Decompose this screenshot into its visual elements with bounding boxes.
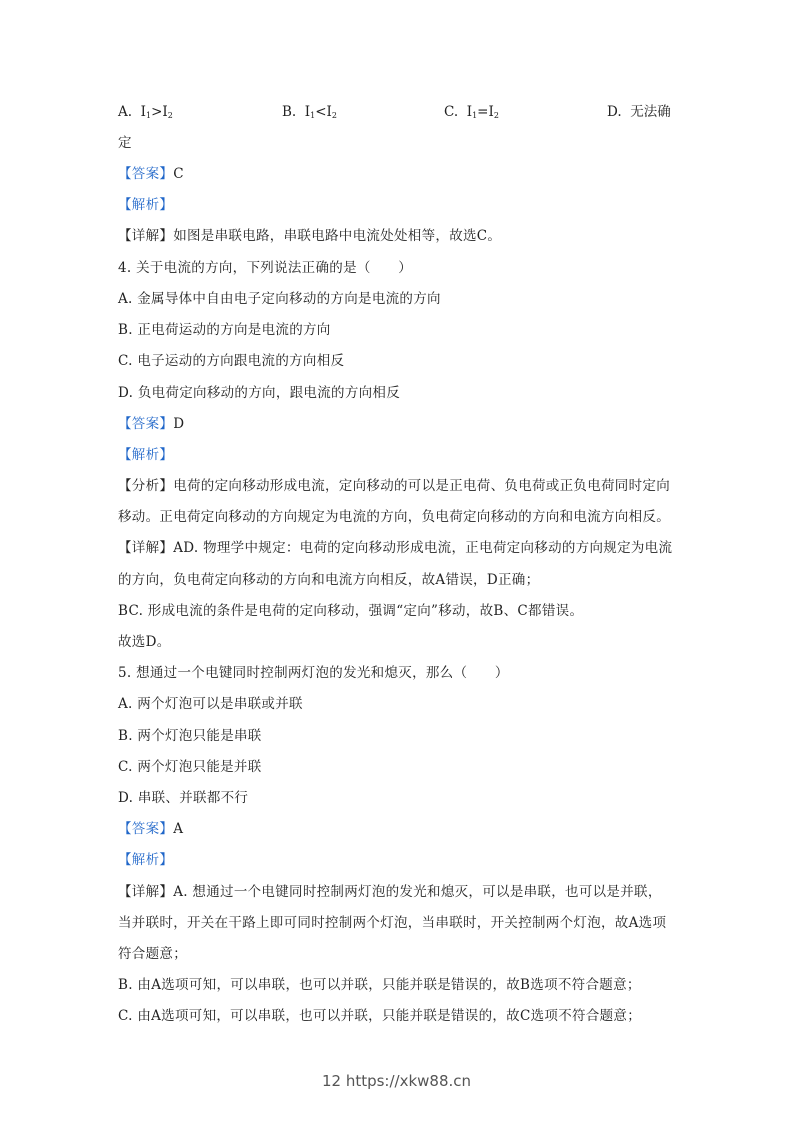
q5-detail-line-4: B. 由A选项可知，可以串联，也可以并联，只能并联是错误的，故B选项不符合题意；	[118, 977, 641, 993]
option-text: 无法确	[630, 104, 671, 120]
q4-detail-line-3: BC. 形成电流的条件是电荷的定向移动，强调“定向”移动，故B、C都错误。	[118, 603, 584, 619]
q5-analysis-heading	[118, 850, 173, 870]
q4-analysis-heading	[118, 445, 173, 465]
analysis-tag: 【解析】	[118, 852, 174, 868]
q4-fenxi-line-1	[118, 476, 670, 496]
q5-stem: 5. 想通过一个电键同时控制两灯泡的发光和熄灭，那么（ ）	[118, 665, 509, 681]
q3-option-c: C. $I_1=I_2$	[444, 104, 499, 120]
q4-answer	[118, 414, 184, 434]
page-footer: 12 https://xkw88.cn	[321, 1072, 472, 1090]
detail-text: AD. 物理学中规定：电荷的定向移动形成电流，正电荷定向移动的方向规定为电流	[173, 540, 673, 556]
q5-detail-line-1	[118, 882, 662, 902]
q5-detail-line-3: 符合题意；	[118, 946, 187, 962]
q5-option-d: D. 串联、并联都不行	[118, 790, 249, 806]
analysis-tag: 【解析】	[118, 197, 174, 213]
fenxi-text: 电荷的定向移动形成电流，定向移动的可以是正电荷、负电荷或正负电荷同时定向	[173, 478, 671, 494]
answer-tag: 【答案】	[118, 166, 174, 182]
q4-option-a: A. 金属导体中自由电子定向移动的方向是电流的方向	[118, 291, 441, 307]
q3-option-a: A. $I_1>I_2$	[118, 104, 173, 120]
q3-option-b: B. $I_1<I_2$	[282, 104, 337, 120]
q5-option-b: B. 两个灯泡只能是串联	[118, 728, 262, 744]
q3-analysis-heading	[118, 195, 173, 215]
detail-tag: 【详解】	[118, 540, 174, 556]
answer-value: A	[173, 821, 184, 837]
detail-text: A. 想通过一个电键同时控制两灯泡的发光和熄灭，可以是串联，也可以是并联，	[173, 884, 662, 900]
q4-stem: 4. 关于电流的方向，下列说法正确的是（ ）	[118, 260, 413, 276]
q3-option-d-cont: 定	[118, 135, 132, 151]
q4-detail-line-4: 故选D。	[118, 634, 171, 650]
q4-option-d: D. 负电荷定向移动的方向，跟电流的方向相反	[118, 385, 401, 401]
q5-option-a: A. 两个灯泡可以是串联或并联	[118, 696, 303, 712]
q4-detail-line-1	[118, 538, 672, 558]
q4-fenxi-line-2: 移动。正电荷定向移动的方向规定为电流的方向，负电荷定向移动的方向和电流方向相反。	[118, 509, 670, 525]
answer-tag: 【答案】	[118, 416, 174, 432]
answer-value: D	[173, 416, 185, 432]
option-letter: C.	[444, 104, 459, 120]
detail-tag: 【详解】	[118, 884, 174, 900]
q3-option-d	[607, 102, 671, 122]
option-letter: B.	[282, 104, 297, 120]
q5-answer	[118, 819, 183, 839]
q3-detail	[118, 226, 501, 246]
option-letter: A.	[118, 104, 133, 120]
q5-detail-line-5: C. 由A选项可知，可以串联，也可以并联，只能并联是错误的，故C选项不符合题意；	[118, 1008, 642, 1024]
analysis-tag: 【解析】	[118, 447, 174, 463]
q4-option-b: B. 正电荷运动的方向是电流的方向	[118, 322, 331, 338]
q4-option-c: C. 电子运动的方向跟电流的方向相反	[118, 353, 345, 369]
detail-text: 如图是串联电路，串联电路中电流处处相等，故选C。	[173, 228, 502, 244]
q5-option-c: C. 两个灯泡只能是并联	[118, 759, 262, 775]
fenxi-tag: 【分析】	[118, 478, 174, 494]
q5-detail-line-2: 当并联时，开关在干路上即可同时控制两个灯泡，当串联时，开关控制两个灯泡，故A选项	[118, 915, 667, 931]
q4-detail-line-2: 的方向，负电荷定向移动的方向和电流方向相反，故A错误，D正确；	[118, 572, 540, 588]
q3-answer	[118, 164, 184, 184]
answer-value: C	[173, 166, 184, 182]
option-letter: D.	[607, 104, 622, 120]
detail-tag: 【详解】	[118, 228, 174, 244]
answer-tag: 【答案】	[118, 821, 174, 837]
